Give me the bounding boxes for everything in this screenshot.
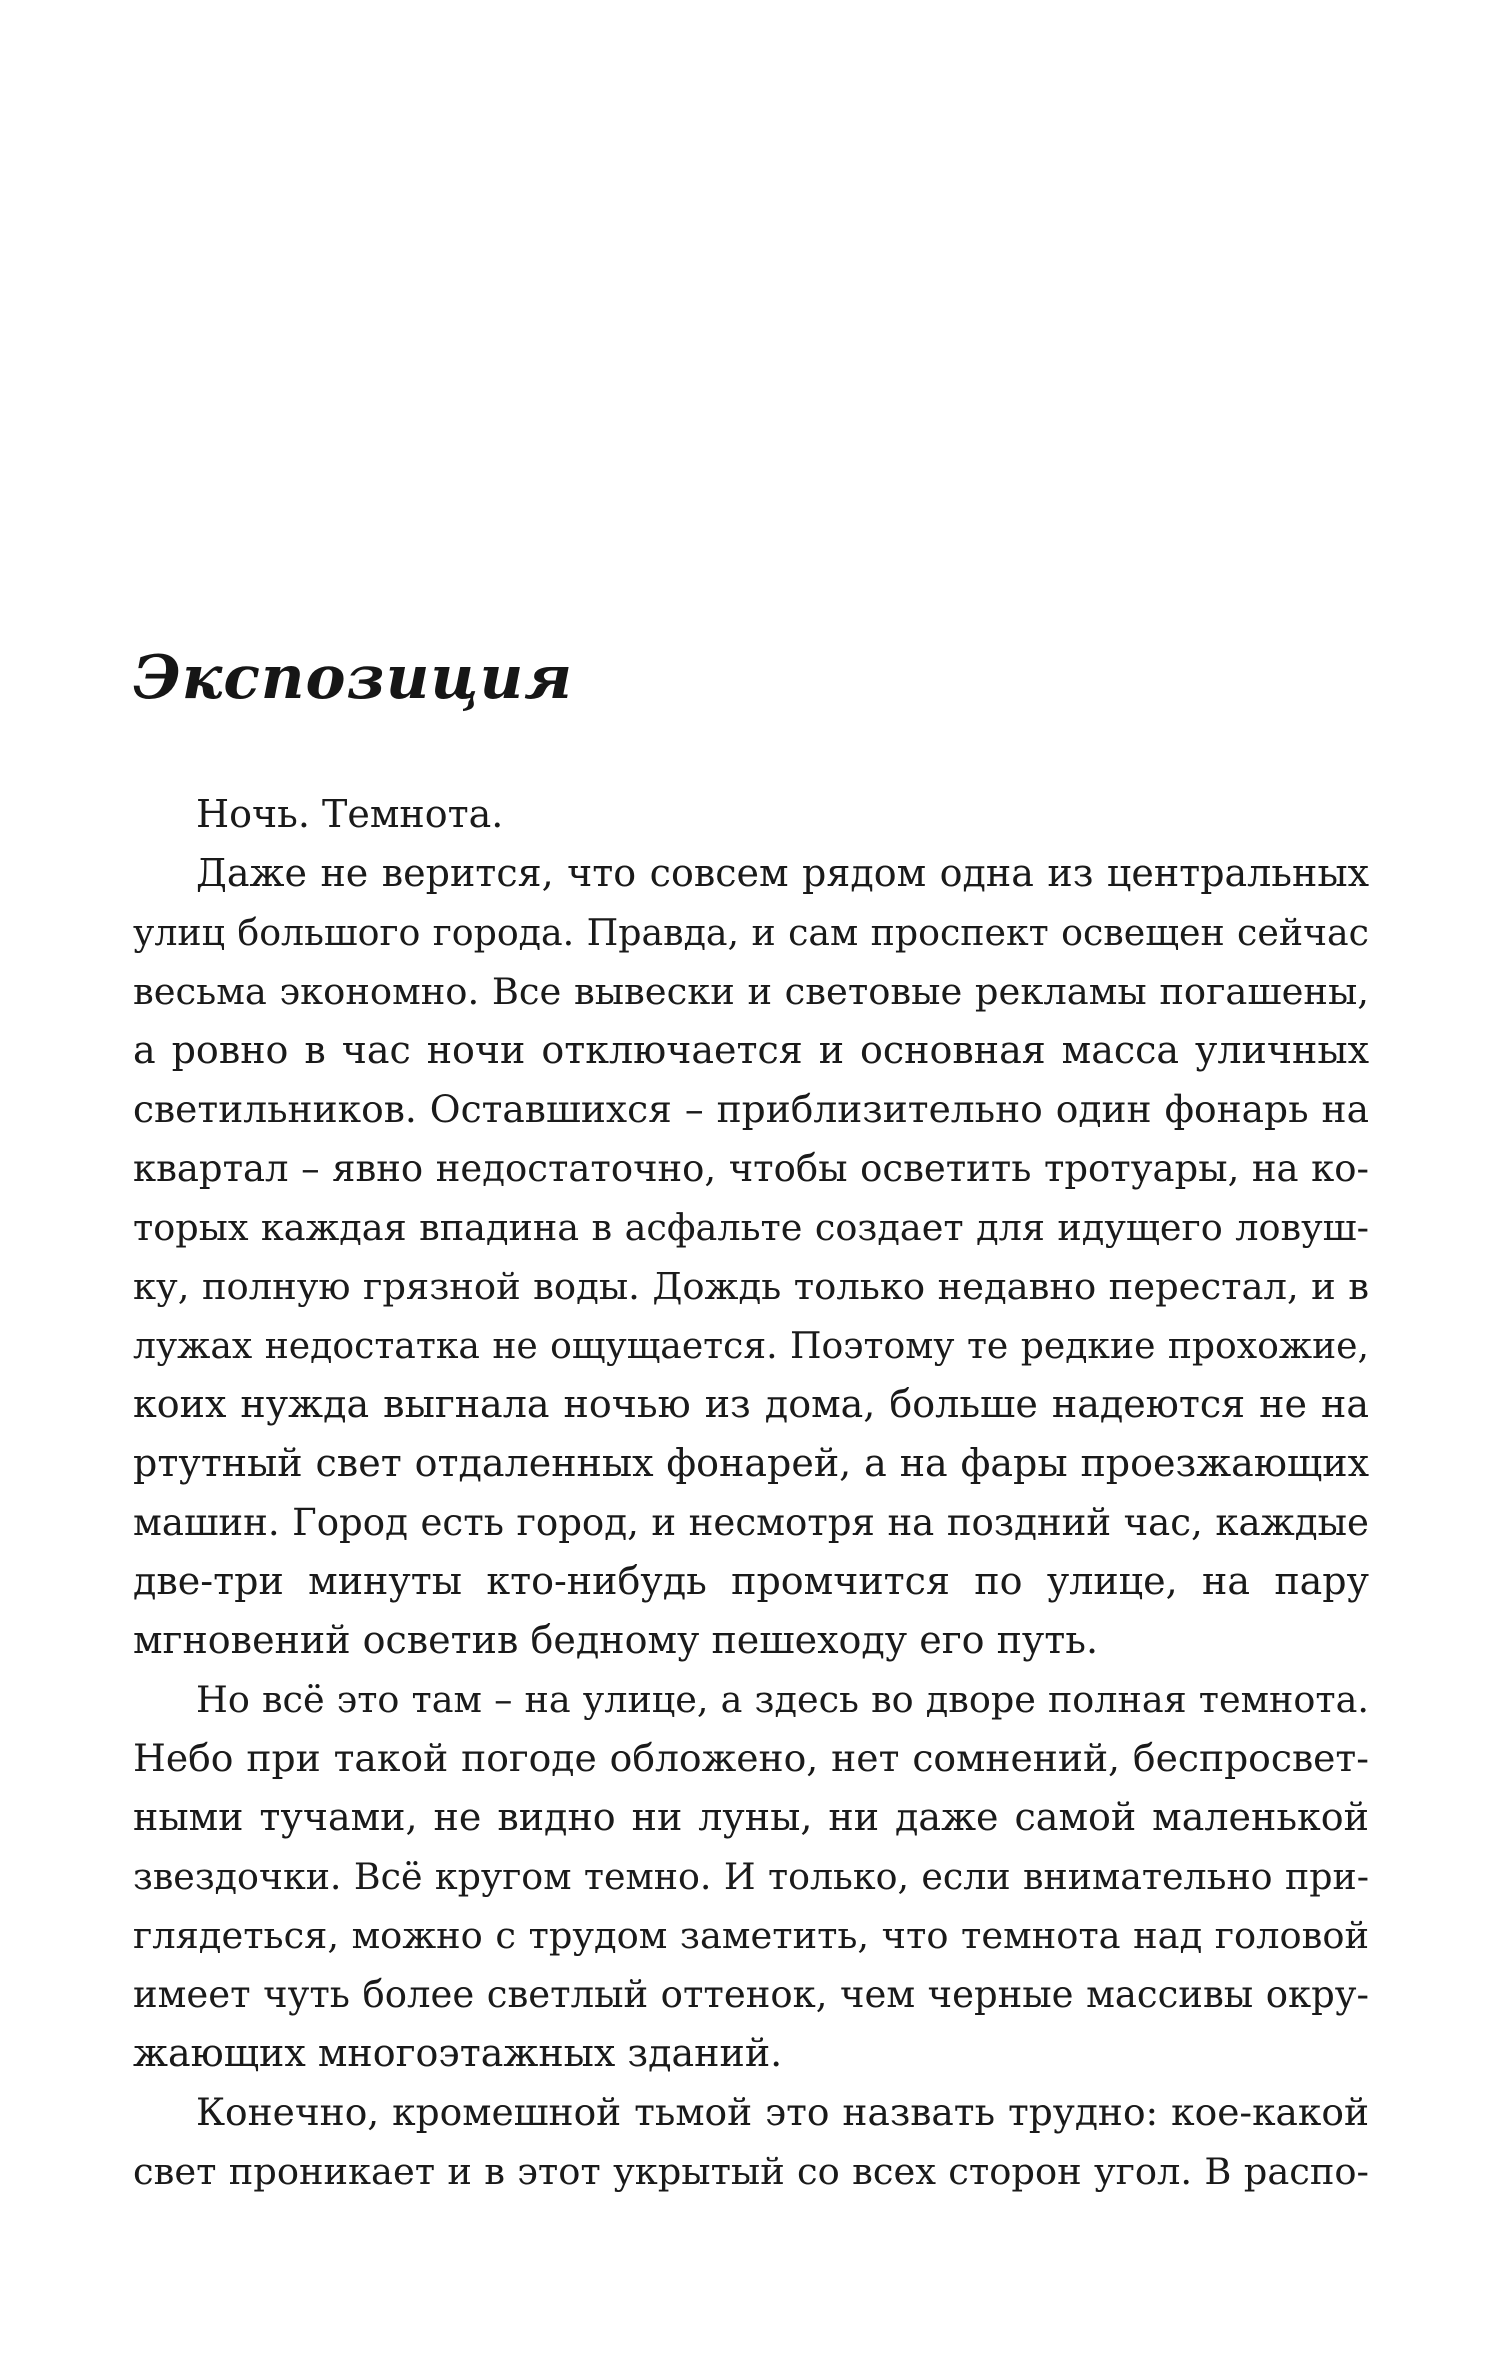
text-line: лужах недостатка не ощущается. Поэтому те редкие прохожие, <box>133 1324 1369 1367</box>
text-line: машин. Город есть город, и несмотря на поздний час, каждые <box>133 1501 1369 1544</box>
text-line: жающих многоэтажных зданий. <box>133 2031 783 2075</box>
paragraph <box>133 844 1369 1670</box>
paragraph <box>133 785 1369 844</box>
text-line: ку, полную грязной воды. Дождь только недавно перестал, и в <box>133 1265 1369 1308</box>
text-line: Небо при такой погоде обложено, нет сомнений, беспросвет- <box>133 1736 1369 1780</box>
text-line: а ровно в час ночи отключается и основная масса уличных <box>133 1028 1369 1072</box>
text-line: Ночь. Темнота. <box>196 792 504 836</box>
body-text <box>133 785 1369 2201</box>
text-line: две-три минуты кто-нибудь промчится по улице, на пару <box>133 1559 1369 1603</box>
paragraph <box>133 2083 1369 2201</box>
text-line: ными тучами, не видно ни луны, ни даже самой маленькой <box>133 1795 1369 1839</box>
text-line: Конечно, кромешной тьмой это назвать трудно: кое-какой <box>196 2090 1369 2134</box>
text-line: глядеться, можно с трудом заметить, что темнота над головой <box>133 1914 1369 1957</box>
text-line: Даже не верится, что совсем рядом одна из центральных <box>196 851 1369 895</box>
text-line: светильников. Оставшихся – приблизительно один фонарь на <box>133 1087 1369 1131</box>
text-line: торых каждая впадина в асфальте создает для идущего ловуш- <box>133 1206 1369 1249</box>
text-line: имеет чуть более светлый оттенок, чем черные массивы окру- <box>133 1973 1369 2016</box>
text-line: улиц большого города. Правда, и сам проспект освещен сейчас <box>133 911 1369 954</box>
text-line: ртутный свет отдаленных фонарей, а на фары проезжающих <box>133 1441 1369 1485</box>
text-line: квартал – явно недостаточно, чтобы осветить тротуары, на ко- <box>133 1147 1369 1190</box>
text-line: мгновений осветив бедному пешеходу его путь. <box>133 1618 1099 1662</box>
text-line: свет проникает и в этот укрытый со всех сторон угол. В распо- <box>133 2150 1369 2193</box>
paragraph <box>133 1670 1369 2083</box>
text-line: звездочки. Всё кругом темно. И только, если внимательно при- <box>133 1855 1369 1898</box>
text-line: весьма экономно. Все вывески и световые рекламы погашены, <box>133 970 1369 1013</box>
text-line: Но всё это там – на улице, а здесь во дворе полная темнота. <box>196 1678 1369 1721</box>
text-line: коих нужда выгнала ночью из дома, больше надеются не на <box>133 1382 1369 1426</box>
chapter-title: Экспозиция <box>133 643 573 713</box>
